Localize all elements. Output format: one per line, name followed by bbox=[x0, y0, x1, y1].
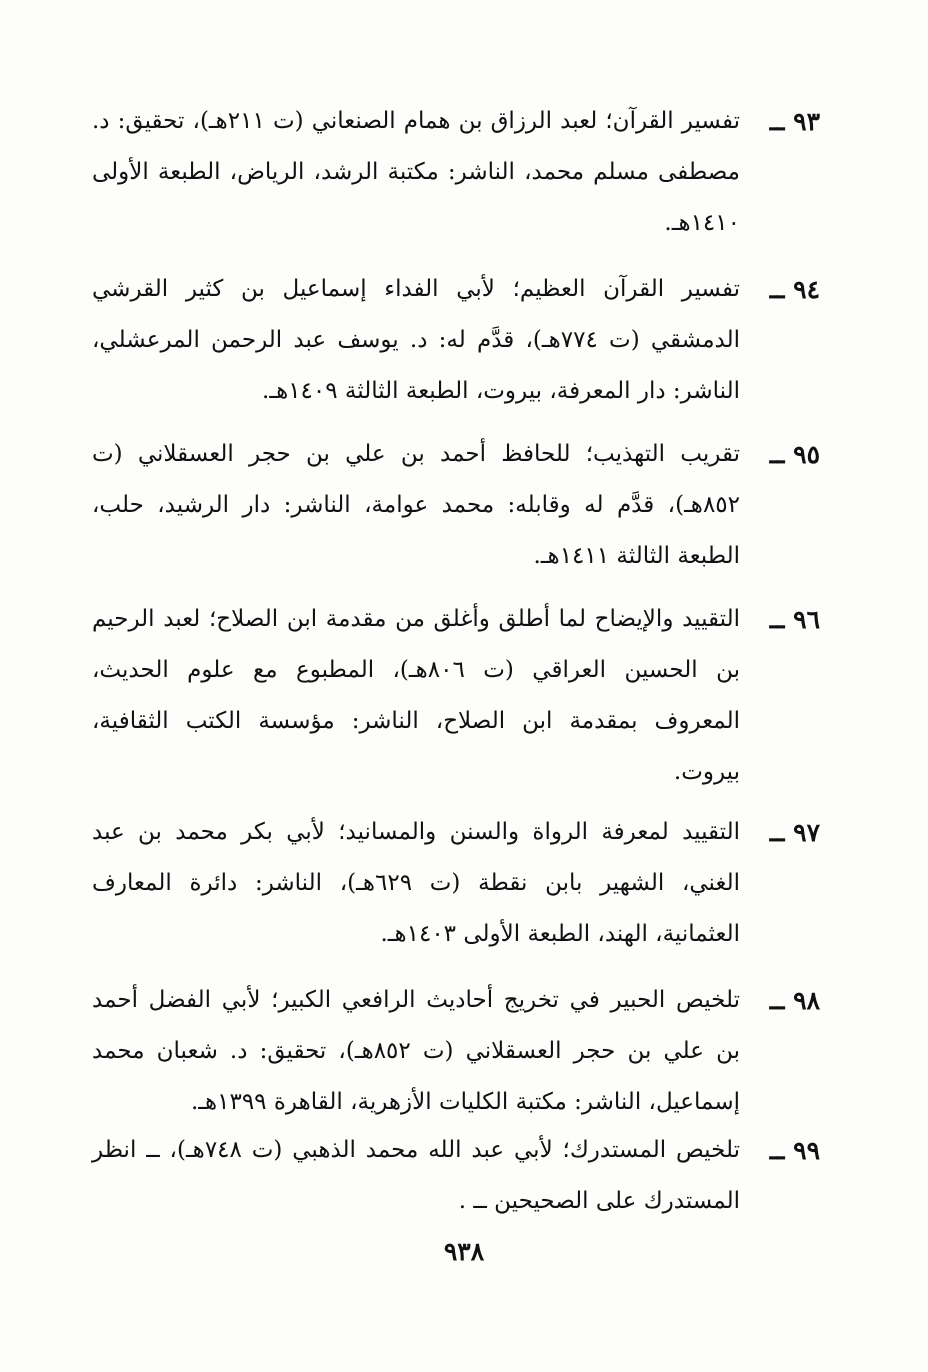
entry-text: تقريب التهذيب؛ للحافظ أحمد بن علي بن حجر العسقلاني (ت ٨٥٢هـ)، قدَّم له وقابله: محمد عوامة، الناشر: دار الرشيد، حلب، الطبعة الثالثة ١٤١١هـ. bbox=[92, 441, 740, 569]
bibliography-entry-95 bbox=[92, 429, 820, 594]
bibliography-entry-99 bbox=[92, 1125, 820, 1245]
bibliography-entry-98 bbox=[92, 975, 820, 1125]
bibliography-entry-94 bbox=[92, 264, 820, 429]
entry-number: ٩٤ ــ bbox=[769, 275, 820, 304]
entry-text: التقييد والإيضاح لما أطلق وأغلق من مقدمة ابن الصلاح؛ لعبد الرحيم بن الحسين العراقي (ت ٨٠٦هـ)، المطبوع مع علوم الحديث، المعروف بمقدمة ابن الصلاح، الناشر: مؤسسة الكتب الثقافية، بيروت. bbox=[92, 606, 740, 785]
page-number: ٩٣٨ bbox=[443, 1237, 485, 1266]
entry-text: تفسير القرآن؛ لعبد الرزاق بن همام الصنعاني (ت ٢١١هـ)، تحقيق: د. مصطفى مسلم محمد، الناشر: مكتبة الرشد، الرياض، الطبعة الأولى ١٤١٠هـ. bbox=[92, 108, 740, 236]
bibliography-entry-96 bbox=[92, 594, 820, 807]
entry-text: التقييد لمعرفة الرواة والسنن والمسانيد؛ لأبي بكر محمد بن عبد الغني، الشهير بابن نقطة (ت ٦٢٩هـ)، الناشر: دائرة المعارف العثمانية، الهند، الطبعة الأولى ١٤٠٣هـ. bbox=[92, 819, 740, 947]
entry-number: ٩٩ ــ bbox=[769, 1136, 820, 1165]
bibliography-entry-97 bbox=[92, 807, 820, 975]
entry-text: تفسير القرآن العظيم؛ لأبي الفداء إسماعيل بن كثير القرشي الدمشقي (ت ٧٧٤هـ)، قدَّم له: د. يوسف عبد الرحمن المرعشلي، الناشر: دار المعرفة، بيروت، الطبعة الثالثة ١٤٠٩هـ. bbox=[92, 276, 740, 404]
entry-number: ٩٣ ــ bbox=[769, 107, 820, 136]
entry-number: ٩٦ ــ bbox=[769, 605, 820, 634]
entry-text: تلخيص المستدرك؛ لأبي عبد الله محمد الذهبي (ت ٧٤٨هـ)، ــ انظر المستدرك على الصحيحين ــ . bbox=[92, 1137, 740, 1214]
entry-number: ٩٨ ــ bbox=[769, 986, 820, 1015]
entry-number: ٩٧ ــ bbox=[769, 818, 820, 847]
bibliography-entry-93 bbox=[92, 96, 820, 264]
entry-number: ٩٥ ــ bbox=[769, 440, 820, 469]
entry-text: تلخيص الحبير في تخريج أحاديث الرافعي الكبير؛ لأبي الفضل أحمد بن علي بن حجر العسقلاني (ت ٨٥٢هـ)، تحقيق: د. شعبان محمد إسماعيل، الناشر: مكتبة الكليات الأزهرية، القاهرة ١٣٩٩هـ. bbox=[92, 987, 740, 1115]
bibliography-list bbox=[92, 96, 820, 1245]
